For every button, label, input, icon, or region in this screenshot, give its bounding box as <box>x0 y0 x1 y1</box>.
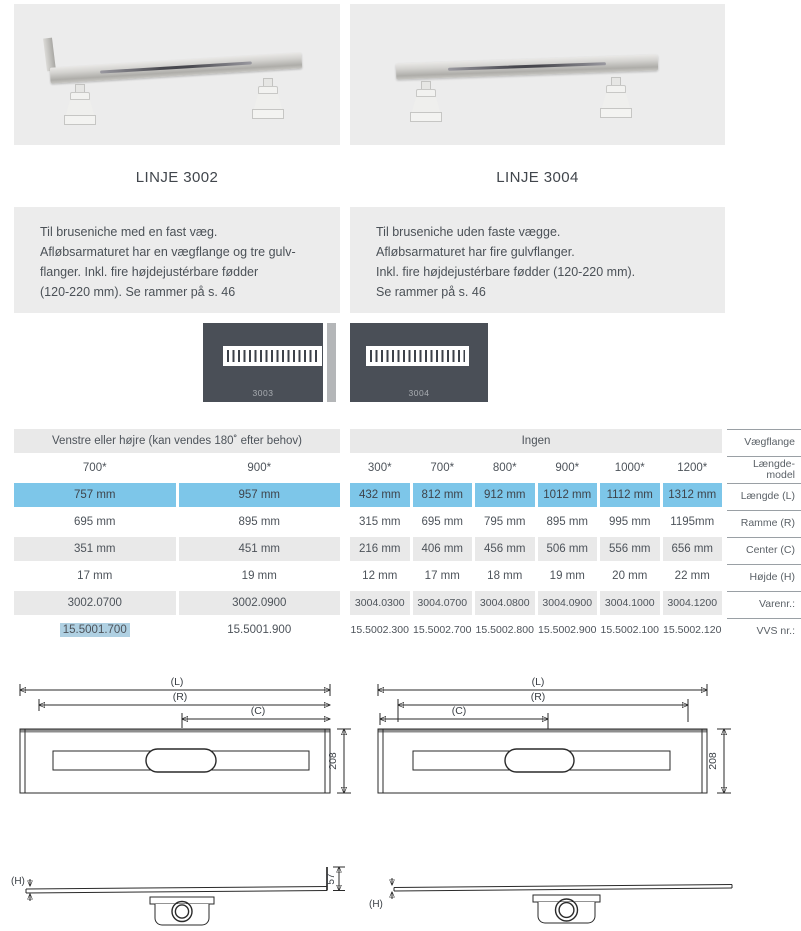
product-photo-3002 <box>14 4 340 145</box>
spec-table-3002 <box>14 429 340 645</box>
grate-thumb-label: 3004 <box>408 388 430 398</box>
dim-H-label: (H) <box>11 876 25 887</box>
cell-hojde: 22 mm <box>674 570 710 582</box>
cell-vvs: 15.5002.900 <box>538 624 597 636</box>
col-header: 800* <box>492 462 517 474</box>
cell-varenr: 3002.0900 <box>179 591 341 615</box>
cell-vvs: 15.5001.900 <box>227 624 292 636</box>
cell-laengde: 912 mm <box>475 483 535 507</box>
drawing-topview-3002 <box>10 672 355 804</box>
cell-laengde: 1012 mm <box>538 483 598 507</box>
row-label-vvs: VVS nr.: <box>727 618 801 645</box>
cell-laengde: 812 mm <box>413 483 473 507</box>
description-3004 <box>350 207 725 313</box>
cell-vvs <box>14 618 176 642</box>
cell-ramme: 315 mm <box>358 516 401 528</box>
cell-hojde: 19 mm <box>241 570 277 582</box>
row-label-ramme: Ramme (R) <box>727 510 801 537</box>
cell-varenr: 3004.0800 <box>475 591 535 615</box>
wall-flange-bar <box>327 323 336 402</box>
cell-hojde: 19 mm <box>549 570 585 582</box>
cell-ramme: 695 mm <box>73 516 116 528</box>
dim-R-label: (R) <box>172 691 188 703</box>
col-header: 900* <box>555 462 580 474</box>
description-line: Til bruseniche med en fast væg. <box>40 225 218 239</box>
description-line: Til bruseniche uden faste vægge. <box>376 225 561 239</box>
vaegflange-header: Ingen <box>350 429 722 453</box>
dim-C-label: (C) <box>451 705 467 717</box>
cell-varenr: 3004.0900 <box>538 591 598 615</box>
cell-ramme: 995 mm <box>608 516 651 528</box>
spec-table-3004 <box>350 429 722 645</box>
cell-hojde: 17 mm <box>424 570 460 582</box>
description-line: Se rammer på s. 46 <box>376 285 486 299</box>
cell-varenr: 3004.0300 <box>350 591 410 615</box>
cell-varenr: 3004.1200 <box>663 591 723 615</box>
cell-varenr: 3004.0700 <box>413 591 473 615</box>
drain-slot-art <box>100 61 251 73</box>
cell-center: 451 mm <box>179 537 341 561</box>
row-label-laengde: Længde (L) <box>727 483 801 510</box>
wall-flange-art <box>43 38 56 72</box>
cell-laengde: 1312 mm <box>663 483 723 507</box>
cell-ramme: 695 mm <box>421 516 464 528</box>
cell-laengde: 1112 mm <box>600 483 660 507</box>
product-photo-3004 <box>350 4 725 145</box>
grate-art <box>223 346 322 366</box>
vaegflange-header: Venstre eller højre (kan vendes 180˚ efter behov) <box>14 429 340 453</box>
drain-tray-art <box>396 54 658 79</box>
cell-center: 506 mm <box>538 537 598 561</box>
cell-vvs: 15.5002.700 <box>413 624 472 636</box>
adjustable-foot-art <box>410 81 440 121</box>
description-line: Inkl. fire højdejustérbare fødder (120-220 mm). <box>376 265 636 279</box>
cell-hojde: 20 mm <box>612 570 648 582</box>
cell-laengde: 432 mm <box>350 483 410 507</box>
cell-vvs: 15.5002.100 <box>600 624 659 636</box>
cell-vvs: 15.5002.300 <box>350 624 409 636</box>
col-header: 700* <box>82 462 107 474</box>
description-line: Afløbsarmaturet har fire gulvflanger. <box>376 245 575 259</box>
cell-center: 456 mm <box>475 537 535 561</box>
description-line: flanger. Inkl. fire højdejustérbare fødder <box>40 265 259 279</box>
selected-vvs-number: 15.5001.700 <box>60 623 130 637</box>
adjustable-foot-art <box>600 77 630 117</box>
dim-208-label: 208 <box>707 752 719 770</box>
cell-laengde: 757 mm <box>14 483 176 507</box>
row-label-center: Center (C) <box>727 537 801 564</box>
product-title-3002: LINJE 3002 <box>135 169 219 186</box>
description-3002 <box>14 207 340 313</box>
dim-L-label: (L) <box>170 676 184 688</box>
col-header: 700* <box>430 462 455 474</box>
cell-center: 406 mm <box>413 537 473 561</box>
dim-57-label: 57 <box>326 873 337 885</box>
cell-center: 216 mm <box>350 537 410 561</box>
dim-C-label: (C) <box>250 705 266 717</box>
cell-vvs: 15.5002.800 <box>475 624 534 636</box>
cell-hojde: 17 mm <box>77 570 113 582</box>
dim-H-label: (H) <box>369 899 383 910</box>
cell-center: 556 mm <box>600 537 660 561</box>
cell-center: 351 mm <box>14 537 176 561</box>
grate-thumbnail-3003 <box>203 323 323 402</box>
description-line: Afløbsarmaturet har en vægflange og tre gulv- <box>40 245 296 259</box>
product-title-3004: LINJE 3004 <box>496 169 579 186</box>
grate-art <box>366 346 469 366</box>
row-label-hojde: Højde (H) <box>727 564 801 591</box>
dim-L-label: (L) <box>531 676 545 688</box>
cell-vvs: 15.5002.120 <box>663 624 722 636</box>
row-label-column <box>727 429 801 645</box>
drain-slot-art <box>448 62 605 70</box>
row-label-laengdemodel: Længde- model <box>727 456 801 483</box>
col-header: 1000* <box>614 462 645 474</box>
col-header: 900* <box>247 462 272 474</box>
drawing-topview-3004 <box>362 672 740 804</box>
drawing-sideview-3002 <box>10 853 355 931</box>
dim-R-label: (R) <box>530 691 546 703</box>
grate-thumbnail-3004 <box>350 323 488 402</box>
cell-ramme: 895 mm <box>238 516 281 528</box>
cell-hojde: 12 mm <box>362 570 398 582</box>
cell-varenr: 3004.1000 <box>600 591 660 615</box>
description-line: (120-220 mm). Se rammer på s. 46 <box>40 285 236 299</box>
grate-thumb-label: 3003 <box>252 388 274 398</box>
cell-ramme: 795 mm <box>483 516 526 528</box>
adjustable-foot-art <box>64 84 94 124</box>
adjustable-foot-art <box>252 78 282 118</box>
col-header: 1200* <box>677 462 708 474</box>
row-label-vaegflange: Vægflange <box>727 429 801 456</box>
drawing-sideview-3004 <box>362 853 742 931</box>
cell-center: 656 mm <box>663 537 723 561</box>
row-label-varenr: Varenr.: <box>727 591 801 618</box>
cell-ramme: 895 mm <box>546 516 589 528</box>
cell-ramme: 1195mm <box>670 516 715 528</box>
cell-varenr: 3002.0700 <box>14 591 176 615</box>
dim-208-label: 208 <box>327 752 339 770</box>
col-header: 300* <box>367 462 392 474</box>
cell-hojde: 18 mm <box>487 570 523 582</box>
cell-laengde: 957 mm <box>179 483 341 507</box>
